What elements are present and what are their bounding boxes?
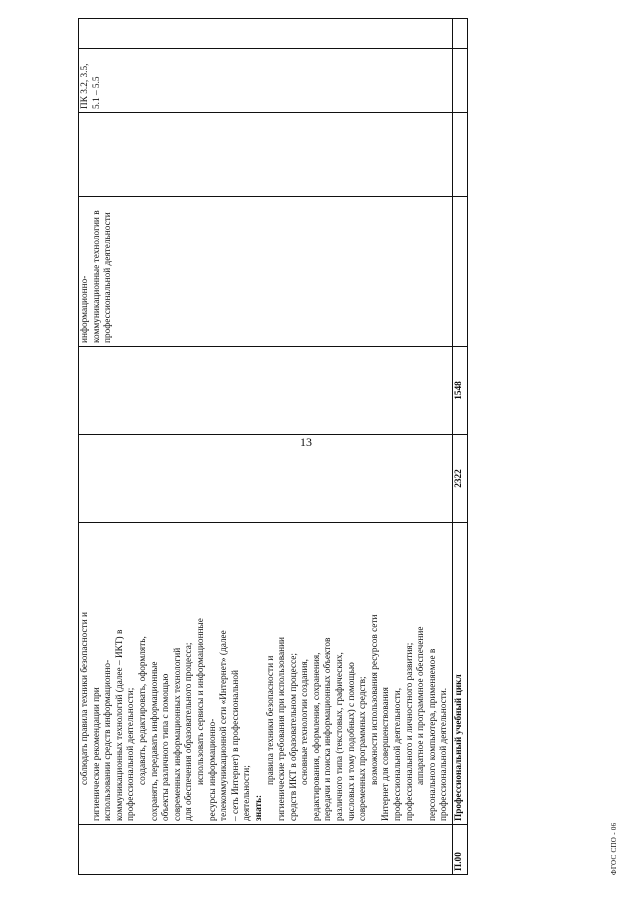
table-row xyxy=(453,19,468,875)
empty-cell xyxy=(453,19,468,49)
page-number: 13 xyxy=(300,435,312,449)
table-row xyxy=(79,19,453,875)
skill-line: создавать, редактировать, оформлять, xyxy=(137,636,148,785)
skill-line: числовых и тому подобных) с помощью xyxy=(346,662,357,821)
skill-line: телекоммуникационной сети «Интернет» (далее xyxy=(219,630,230,821)
skill-line: Интернет для совершенствования xyxy=(381,687,392,821)
skill-line: деятельности; xyxy=(242,765,253,821)
skill-line: объекты различного типа с помощью xyxy=(161,673,172,821)
skill-line: гигиенические требования при использовании xyxy=(277,636,288,821)
discipline-cell: информационно-коммуникационные технологии в профессиональной деятельности xyxy=(79,197,453,347)
total-hours-cell xyxy=(79,435,453,523)
skill-line: профессиональной деятельности, xyxy=(393,687,404,821)
empty-cell xyxy=(453,197,468,347)
skill-line: персонального компьютера, применяемое в xyxy=(427,648,438,821)
skill-line: для обеспечения образовательного процесса; xyxy=(184,642,195,821)
footer-code: ФГОС СПО - 06 xyxy=(610,822,618,875)
skill-line: использовании средств информационно- xyxy=(103,659,114,821)
empty-cell xyxy=(79,113,453,197)
cycle-index: П.00 xyxy=(453,825,468,875)
skill-heading-know: знать: xyxy=(253,794,264,821)
skill-line: профессиональной деятельности. xyxy=(439,687,450,821)
index-cell xyxy=(79,825,453,875)
skill-line: современных информационных технологий xyxy=(172,647,183,821)
skill-line: современных программных средств; xyxy=(358,676,369,821)
competences-cell: ПК 3.2, 3.5, 5.1 – 5.5 xyxy=(79,49,453,113)
cycle-total-hours: 2322 xyxy=(453,435,468,523)
skills-cell xyxy=(79,523,453,825)
skill-line: различного типа (текстовых, графических, xyxy=(335,652,346,821)
skill-line: средств ИКТ в образовательном процессе; xyxy=(288,652,299,821)
skill-line: основные технологии создания, xyxy=(300,659,311,785)
skill-line: ресурсы информационно- xyxy=(207,718,218,821)
skill-line: возможности использования ресурсов сети xyxy=(369,614,380,785)
skill-line: коммуникационных технологий (далее – ИКТ) в xyxy=(114,629,125,821)
skill-line: аппаратное и программное обеспечение xyxy=(416,626,427,785)
skill-line: передачи и поиска информационных объектов xyxy=(323,637,334,821)
cycle-mandatory-hours: 1548 xyxy=(453,347,468,435)
skill-line: соблюдать правила техники безопасности и xyxy=(80,612,90,785)
curriculum-table xyxy=(78,18,468,875)
empty-cell xyxy=(453,49,468,113)
skill-line: правила техники безопасности и xyxy=(265,655,276,785)
skill-line: использовать сервисы и информационные xyxy=(195,618,206,785)
empty-cell xyxy=(79,19,453,49)
skill-line: – сеть Интернет) в профессиональной xyxy=(230,670,241,821)
skill-line: профессиональной деятельности; xyxy=(126,687,137,821)
skill-line: профессионального и личностного развития; xyxy=(404,642,415,821)
empty-cell xyxy=(453,113,468,197)
mandatory-hours-cell xyxy=(79,347,453,435)
skill-line: редактирования, оформления, сохранения, xyxy=(311,652,322,821)
skill-line: сохранять, передавать информационные xyxy=(149,661,160,821)
cycle-name: Профессиональный учебный цикл xyxy=(453,523,468,825)
skill-line: гигиенические рекомендации при xyxy=(91,687,102,821)
